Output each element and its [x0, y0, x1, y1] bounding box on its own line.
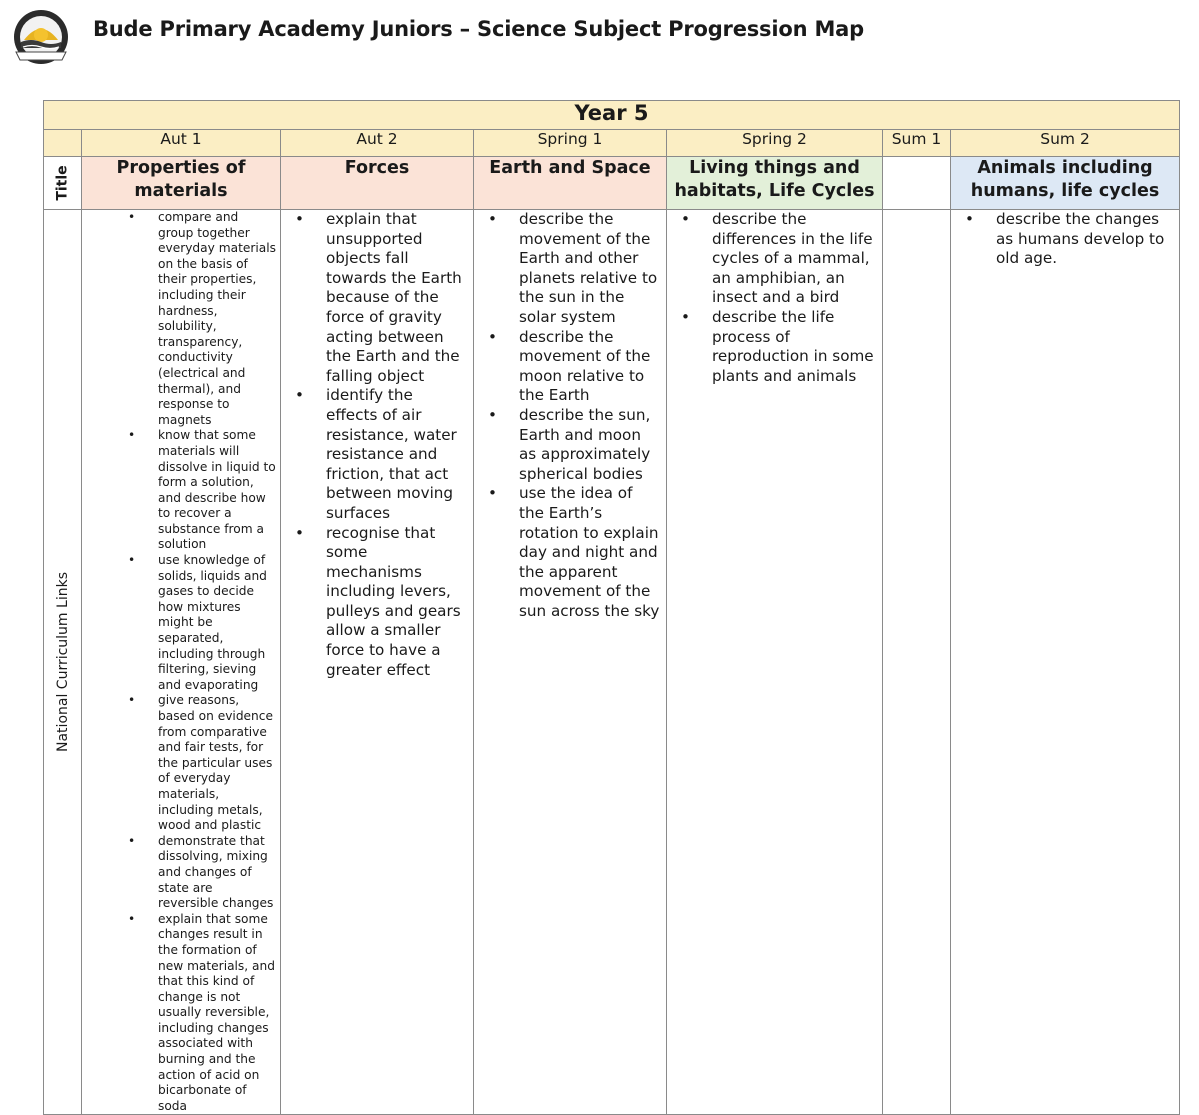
links-spring-2	[667, 210, 883, 1115]
curriculum-link-item: • use the idea of the Earth’s rotation to explain day and night and the apparent movement of the sun across the sky	[519, 484, 660, 621]
links-spring-1	[474, 210, 667, 1115]
curriculum-link-item: • describe the life process of reproduction in some plants and animals	[712, 308, 876, 386]
links-sum-2	[951, 210, 1180, 1115]
term-sum-1: Sum 1	[883, 130, 951, 157]
document-title: Bude Primary Academy Juniors – Science Subject Progression Map	[93, 17, 864, 41]
links-aut-2	[281, 210, 474, 1115]
curriculum-link-item: • compare and group together everyday materials on the basis of their properties, including their hardness, solubility, transparency, conductivity (electrical and thermal), and response to magnets	[158, 210, 276, 428]
title-row	[44, 157, 1180, 210]
curriculum-link-item: • explain that some changes result in the formation of new materials, and that this kind of change is not usually reversible, including changes associated with burning and the action of acid on bicarbonate of soda	[158, 912, 276, 1115]
unit-title-sum-2: Animals including humans, life cycles	[951, 157, 1180, 210]
unit-title-sum-1	[883, 157, 951, 210]
row-label-links-cell	[44, 210, 82, 1115]
term-aut-1: Aut 1	[82, 130, 281, 157]
curriculum-link-item: • describe the differences in the life cycles of a mammal, an amphibian, an insect and a bird	[712, 210, 876, 308]
term-spring-2: Spring 2	[667, 130, 883, 157]
unit-title-spring-1: Earth and Space	[474, 157, 667, 210]
curriculum-link-item: • explain that unsupported objects fall towards the Earth because of the force of gravity acting between the Earth and the falling object	[326, 210, 467, 386]
curriculum-link-item: • describe the movement of the moon relative to the Earth	[519, 328, 660, 406]
curriculum-links-row	[44, 210, 1180, 1115]
school-crest-logo	[12, 8, 70, 66]
curriculum-link-item: • identify the effects of air resistance, water resistance and friction, that act between moving surfaces	[326, 386, 467, 523]
term-sum-2: Sum 2	[951, 130, 1180, 157]
progression-table	[43, 100, 1180, 1115]
links-aut-1	[82, 210, 281, 1115]
row-label-title: Title	[54, 165, 70, 201]
term-row	[44, 130, 1180, 157]
curriculum-link-item: • give reasons, based on evidence from comparative and fair tests, for the particular uses of everyday materials, including metals, wood and plastic	[158, 693, 276, 833]
term-aut-2: Aut 2	[281, 130, 474, 157]
curriculum-link-item: • know that some materials will dissolve in liquid to form a solution, and describe how to recover a substance from a solution	[158, 428, 276, 553]
unit-title-aut-1: Properties of materials	[82, 157, 281, 210]
curriculum-link-item: • describe the sun, Earth and moon as approximately spherical bodies	[519, 406, 660, 484]
year-row	[44, 101, 1180, 130]
curriculum-link-item: • describe the movement of the Earth and other planets relative to the sun in the solar system	[519, 210, 660, 328]
unit-title-aut-2: Forces	[281, 157, 474, 210]
row-label-title-cell	[44, 157, 82, 210]
unit-title-spring-2: Living things and habitats, Life Cycles	[667, 157, 883, 210]
corner-cell	[44, 130, 82, 157]
links-sum-1	[883, 210, 951, 1115]
row-label-links: National Curriculum Links	[54, 572, 71, 753]
curriculum-link-item: • use knowledge of solids, liquids and gases to decide how mixtures might be separated, including through filtering, sieving and evaporating	[158, 553, 276, 693]
curriculum-link-item: • describe the changes as humans develop to old age.	[996, 210, 1173, 269]
term-spring-1: Spring 1	[474, 130, 667, 157]
curriculum-link-item: • recognise that some mechanisms including levers, pulleys and gears allow a smaller force to have a greater effect	[326, 524, 467, 681]
year-heading: Year 5	[44, 101, 1180, 130]
curriculum-link-item: • demonstrate that dissolving, mixing and changes of state are reversible changes	[158, 834, 276, 912]
